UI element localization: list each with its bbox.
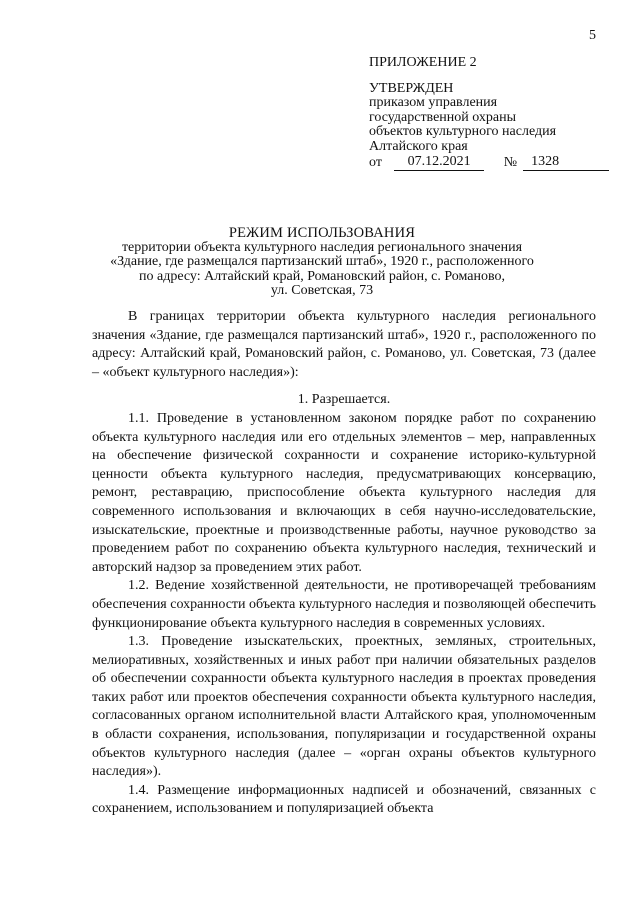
- clause-1-4: 1.4. Размещение информационных надписей и обозначений, связанных с сохранением, использованием и популяризацией объекта: [92, 782, 596, 817]
- page-number: 5: [589, 28, 596, 43]
- document-body: [92, 308, 596, 819]
- title-heading: РЕЖИМ ИСПОЛЬЗОВАНИЯ: [228, 225, 416, 241]
- approval-block: [369, 56, 609, 171]
- title-line: территории объекта культурного наследия регионального значения: [121, 239, 523, 255]
- order-line: объектов культурного наследия: [369, 124, 557, 139]
- order-line: государственной охраны: [369, 109, 517, 125]
- appendix-label: ПРИЛОЖЕНИЕ 2: [369, 55, 477, 70]
- order-number: 1328: [523, 155, 609, 171]
- order-date: 07.12.2021: [394, 155, 484, 171]
- from-label: от: [369, 155, 382, 170]
- intro-paragraph: В границах территории объекта культурного наследия регионального значения «Здание, где размещался партизанский штаб», 1920 г., расположенного по адресу: Алтайский край, Романовский район, с. Романово, ул. Советская, 73 (далее – «объект культурного наследия»):: [92, 309, 596, 380]
- number-label: №: [503, 155, 518, 170]
- section-heading: 1. Разрешается.: [297, 392, 391, 408]
- title-line: ул. Советская, 73: [270, 283, 374, 298]
- document-title: [92, 226, 552, 299]
- order-line: приказом управления: [369, 95, 498, 110]
- clause-1-2: 1.2. Ведение хозяйственной деятельности, не противоречащей требованиям обеспечения сохранности объекта культурного наследия и позволяющей обеспечить функционирование объекта культурного наследия в современных условиях.: [92, 578, 596, 631]
- order-line: Алтайского края: [369, 138, 468, 154]
- clause-1-3: 1.3. Проведение изыскательских, проектных, земляных, строительных, мелиоративных, хозяйственных и иных работ при наличии обязательных разделов об обеспечении сохранности объекта культурного наследия в проектах проведения таких работ или проектов обеспечения сохранности объекта культурного наследия, согласованных органом исполнительной власти Алтайского края, уполномоченным в области сохранения, использования, популяризации и государственной охраны объектов культурного наследия (далее – «орган охраны объектов культурного наследия»).: [92, 634, 596, 780]
- title-line: «Здание, где размещался партизанский штаб», 1920 г., расположенного: [110, 254, 534, 269]
- approved-label: УТВЕРЖДЕН: [369, 80, 454, 96]
- title-line: по адресу: Алтайский край, Романовский район, с. Романово,: [139, 268, 505, 284]
- clause-1-1: 1.1. Проведение в установленном законом порядке работ по сохранению объекта культурного наследия или его отдельных элементов – мер, направленных на обеспечение физической сохранности и сохранение историко-культурной ценности объекта культурного наследия, предусматривающих консервацию, ремонт, реставрацию, приспособление объекта культурного наследия для современного использования и включающих в себя научно-исследовательские, изыскательские, проектные и производственные работы, научное руководство за проведением работ по сохранению объекта культурного наследия, технический и авторский надзор за проведением этих работ.: [92, 410, 596, 575]
- order-date-number-row: [369, 155, 609, 171]
